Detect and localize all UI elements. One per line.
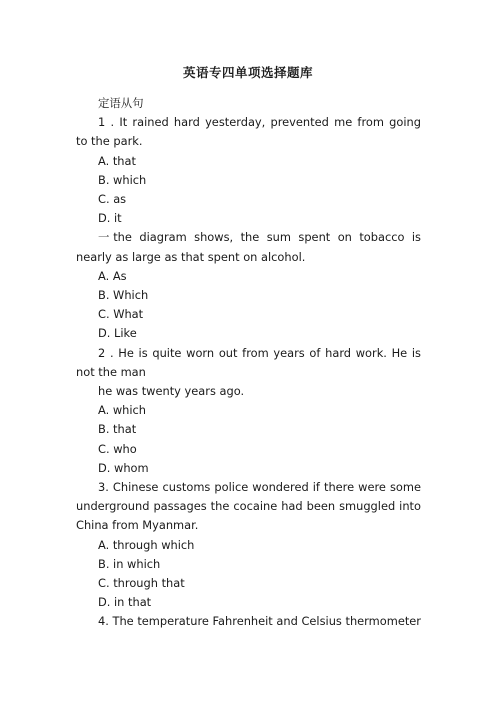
question-1-stem: 1 . It rained hard yesterday, prevented me from going to the park. — [76, 115, 421, 149]
question-4-stem: 4. The temperature Fahrenheit and Celsius thermometer — [98, 614, 421, 629]
question-3-stem: 3. Chinese customs police wondered if there were some underground passages the cocaine had been smuggled into China from Myanmar. — [76, 480, 421, 533]
question-1b-option-b: B. Which — [98, 288, 149, 303]
question-2-stem: 2 . He is quite worn out from years of hard work. He is not the man — [76, 345, 421, 379]
question-1b-option-d: D. Like — [98, 326, 137, 341]
question-2-option-d: D. whom — [98, 460, 149, 475]
question-1-option-b: B. which — [98, 172, 147, 187]
question-1b-option-c: C. What — [98, 307, 144, 322]
question-1-option-d: D. it — [98, 211, 122, 226]
question-3-option-d: D. in that — [98, 595, 152, 610]
document-title: 英语专四单项选择题库 — [182, 65, 313, 80]
question-3-option-b: B. in which — [98, 556, 161, 571]
question-2-option-a: A. which — [98, 403, 147, 418]
question-1-option-c: C. as — [98, 192, 127, 207]
question-1b-stem: 一the diagram shows, the sum spent on tobacco is nearly as large as that spent on alcohol. — [76, 230, 421, 264]
section-heading: 定语从句 — [98, 96, 144, 110]
document-body — [76, 94, 421, 632]
question-2-continuation: he was twenty years ago. — [98, 384, 245, 399]
question-2-option-b: B. that — [98, 422, 137, 437]
question-1b-option-a: A. As — [98, 268, 127, 283]
question-3-option-c: C. through that — [98, 576, 185, 591]
question-3-option-a: A. through which — [98, 537, 195, 552]
question-1-option-a: A. that — [98, 153, 136, 168]
question-2-option-c: C. who — [98, 441, 137, 456]
